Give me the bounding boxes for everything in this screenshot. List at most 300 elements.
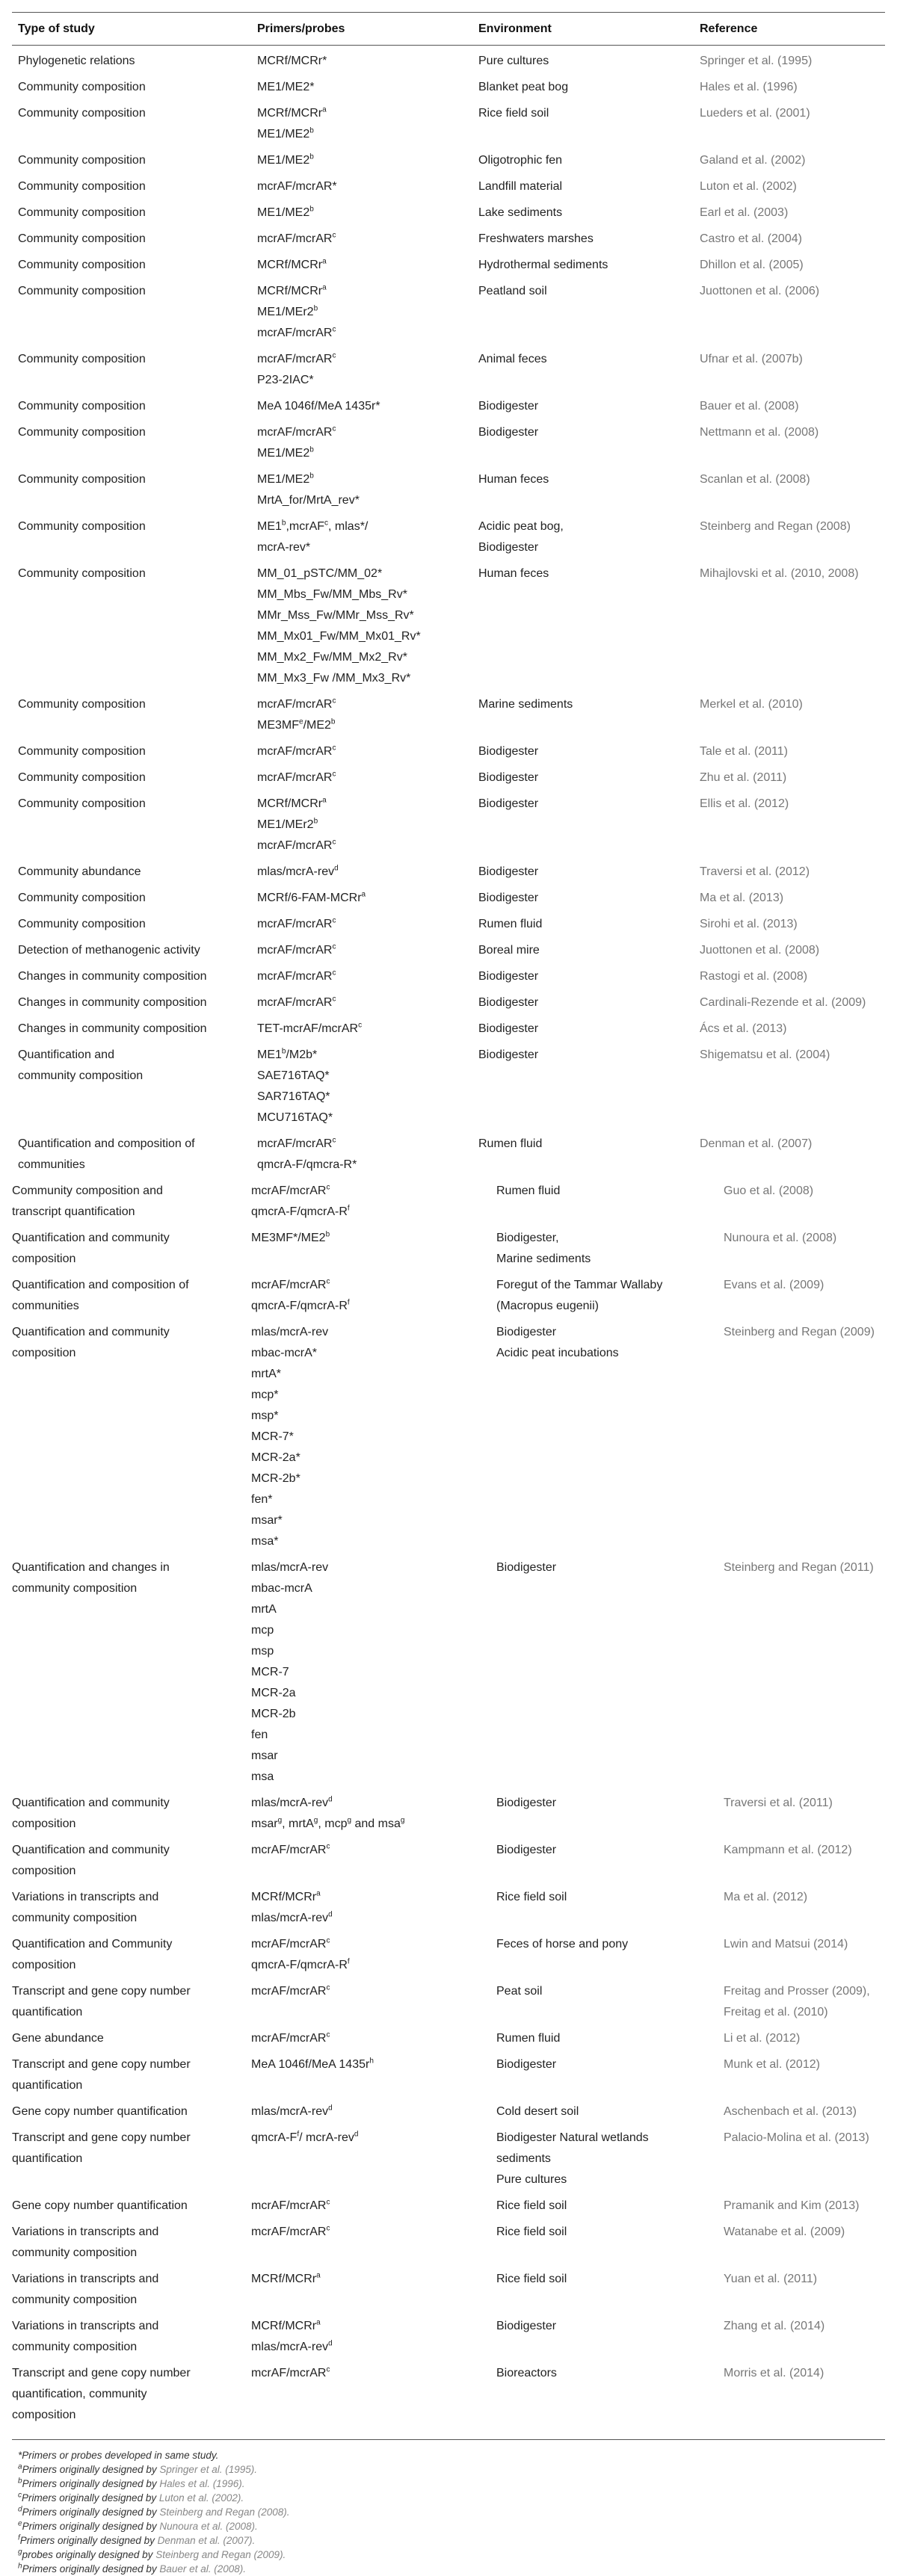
primer-line: MCRf/MCRr$^a$ (251, 2318, 321, 2332)
reference-cell: Traversi et al. (2012) (700, 865, 810, 878)
type-of-study-cell: Community composition (18, 206, 146, 219)
type-of-study-cell: Community composition (18, 107, 146, 120)
top-rule (12, 12, 885, 13)
header-reference: Reference (700, 22, 758, 35)
primer-line: mcrAF/mcrAR$^c$ (251, 2030, 330, 2045)
environment-cell: Biodigester (478, 892, 539, 904)
footnote-marker: b (281, 1047, 286, 1056)
primer-line: mcrAF/mcrAR$^c$ (257, 770, 336, 784)
footnote-marker: a (322, 796, 327, 805)
type-of-study-cell: community composition (18, 1069, 144, 1082)
reference-cell: Lueders et al. (2001) (700, 107, 810, 120)
primer-line: MCR-7 (251, 1666, 289, 1678)
footnote-marker: c (326, 2365, 330, 2374)
environment-cell: Rice field soil (496, 1891, 567, 1903)
primer-line: mlas/mcrA-rev$^d$ (251, 1910, 333, 1924)
reference-cell: Ma et al. (2012) (724, 1891, 808, 1903)
primer-line: MCR-7* (251, 1430, 294, 1443)
footnote-marker: d (328, 1795, 333, 1804)
footnote-marker: a (316, 1889, 321, 1898)
reference-cell: Pramanik and Kim (2013) (724, 2199, 860, 2212)
environment-cell: Biodigester (478, 797, 539, 810)
primer-line: mcrAF/mcrAR$^c$ (251, 2198, 330, 2212)
environment-cell: Biodigester Natural wetlands (496, 2131, 649, 2144)
primer-line: mcrAF/mcrAR$^c$ (251, 1936, 330, 1950)
footnote-marker: c (358, 1021, 363, 1030)
footnote-marker: c (326, 1936, 330, 1945)
environment-cell: Biodigester (496, 1561, 557, 1574)
footnote-citation: Steinberg and Regan (2008). (159, 2506, 290, 2518)
footnote-marker: c (324, 519, 329, 528)
type-of-study-cell: Community composition (18, 797, 146, 810)
primer-line: MCRf/MCRr$^a$ (257, 105, 327, 120)
environment-cell: Animal feces (478, 353, 547, 365)
primer-line: mcrA-rev* (257, 541, 311, 554)
type-of-study-cell: Community composition (18, 400, 146, 413)
reference-cell: Traversi et al. (2011) (724, 1797, 833, 1809)
footnote-marker: c (332, 995, 336, 1004)
primer-line: ME1/ME2$^b$ (257, 205, 314, 219)
environment-cell: Pure cultures (496, 2173, 567, 2186)
primer-line: MrtA_for/MrtA_rev* (257, 494, 360, 507)
type-of-study-cell: Transcript and gene copy number (12, 2131, 191, 2144)
type-of-study-cell: composition (12, 1253, 76, 1265)
environment-cell: Rice field soil (496, 2226, 567, 2238)
primer-line: MMr_Mss_Fw/MMr_Mss_Rv* (257, 609, 414, 622)
environment-cell: Feces of horse and pony (496, 1938, 629, 1950)
primer-line: mcrAF/mcrAR$^c$ (251, 2365, 330, 2379)
primer-line: mcrAF/mcrAR$^c$ (257, 916, 336, 930)
footnote-citation: Bauer et al. (2008). (159, 2563, 246, 2575)
environment-cell: Pure cultures (478, 55, 549, 67)
environment-cell: Biodigester (478, 426, 539, 439)
footnote-marker: a (18, 2462, 22, 2471)
reference-cell: Evans et al. (2009) (724, 1279, 824, 1291)
environment-cell: Biodigester (478, 771, 539, 784)
primer-line: ME1/ME2$^b$ (257, 445, 314, 460)
type-of-study-cell: composition (12, 1347, 76, 1359)
environment-cell: Biodigester (478, 970, 539, 983)
environment-cell: Biodigester (478, 1022, 539, 1035)
environment-cell: Biodigester (478, 541, 539, 554)
type-of-study-cell: quantification (12, 2079, 83, 2092)
footnote-marker: h (369, 2057, 374, 2066)
primer-line: mcrAF/mcrAR$^c$ (257, 696, 336, 711)
header-type-of-study: Type of study (18, 22, 95, 35)
environment-cell: Bioreactors (496, 2367, 557, 2379)
primer-line: msar$^g$, mrtA$^g$, mcp$^g$ and msa$^g$ (251, 1816, 405, 1830)
primer-line: mlas/mcrA-rev (251, 1326, 329, 1338)
primer-line: qmcrA-$F/qmcrA-R^f$ (251, 1204, 350, 1218)
environment-cell: Freshwaters marshes (478, 232, 594, 245)
primer-line: SAE716TAQ* (257, 1069, 330, 1082)
primer-line: mlas/mcrA-rev$^d$ (251, 2339, 333, 2353)
footnote: $^b$Primers originally designed by Hales et al. (1996). (18, 2477, 245, 2489)
footnote-marker: b (313, 304, 318, 313)
primer-line: msar* (251, 1514, 283, 1527)
footnote-marker: d (328, 2339, 333, 2348)
type-of-study-cell: quantification (12, 2006, 83, 2019)
primer-line: qmcrA-F/qmcra-R* (257, 1158, 357, 1171)
footnote-marker: b (309, 472, 314, 481)
footnote-marker: c (18, 2491, 22, 2500)
type-of-study-cell: Community composition (18, 180, 146, 193)
primer-line: mcrAF/mcrAR$^c$ (257, 744, 336, 758)
type-of-study-cell: Community composition (18, 918, 146, 930)
environment-cell: Biodigester (496, 2058, 557, 2071)
environment-cell: Boreal mire (478, 944, 540, 957)
footnote-marker: f (347, 1957, 350, 1966)
primer-line: mbac-mcrA* (251, 1347, 318, 1359)
reference-cell: Cardinali-Rezende et al. (2009) (700, 996, 866, 1009)
type-of-study-cell: Changes in community composition (18, 1022, 207, 1035)
environment-cell: Acidic peat incubations (496, 1347, 619, 1359)
footnote-marker: c (326, 2198, 330, 2207)
type-of-study-cell: Variations in transcripts and (12, 2226, 159, 2238)
type-of-study-cell: Community composition (18, 154, 146, 167)
reference-cell: Steinberg and Regan (2011) (724, 1561, 874, 1574)
environment-cell: Biodigester (478, 400, 539, 413)
type-of-study-cell: Gene copy number quantification (12, 2199, 188, 2212)
primer-line: mcp (251, 1624, 274, 1637)
primer-line: mcrAF/mcrAR$^c$ (251, 1183, 330, 1197)
reference-cell: Luton et al. (2002) (700, 180, 797, 193)
primer-line: ME1$^b$/M2b* (257, 1047, 318, 1061)
primer-line: ME1/MEr2$^b$ (257, 304, 318, 318)
primer-line: mcrAF/mcrAR$^c$ (251, 1277, 330, 1291)
footnote-marker: c (332, 424, 336, 433)
primer-line: ME1/ME2* (257, 81, 315, 93)
primer-line: P23-2IAC* (257, 374, 314, 386)
environment-cell: Rumen fluid (478, 1137, 543, 1150)
type-of-study-cell: Community abundance (18, 865, 141, 878)
type-of-study-cell: Gene copy number quantification (12, 2105, 188, 2118)
type-of-study-cell: Changes in community composition (18, 996, 207, 1009)
footnote-marker: c (332, 942, 336, 951)
footnote-marker: g (18, 2548, 22, 2557)
reference-cell: Hales et al. (1996) (700, 81, 798, 93)
type-of-study-cell: Quantification and community (12, 1326, 170, 1338)
type-of-study-cell: transcript quantification (12, 1205, 135, 1218)
footnote-marker: b (281, 519, 286, 528)
footnote-marker: h (18, 2562, 22, 2571)
footnote-marker: c (332, 696, 336, 705)
footnote-marker: c (332, 916, 336, 925)
primer-line: mcrAF/mcrAR$^c$ (257, 995, 336, 1009)
type-of-study-cell: Quantification and composition of (12, 1279, 189, 1291)
type-of-study-cell: Transcript and gene copy number (12, 2367, 191, 2379)
primer-line: mcrAF/mcrAR$^c$ (251, 2224, 330, 2238)
footnote-marker: g (400, 1816, 405, 1825)
primer-line: MCRf/MCRr* (257, 55, 327, 67)
environment-cell: Hydrothermal sediments (478, 259, 608, 271)
environment-cell: Biodigester (496, 1844, 557, 1856)
primer-line: MCRf/MCRr$^a$ (257, 283, 327, 297)
type-of-study-cell: Quantification and (18, 1048, 114, 1061)
primer-line: msar (251, 1749, 278, 1762)
environment-cell: Foregut of the Tammar Wallaby (496, 1279, 663, 1291)
reference-cell: Steinberg and Regan (2008) (700, 520, 851, 533)
footnote-marker: d (328, 1910, 333, 1919)
reference-cell: Lwin and Matsui (2014) (724, 1938, 848, 1950)
environment-cell: Acidic peat bog, (478, 520, 564, 533)
primer-line: MeA 1046f/MeA 1435r* (257, 400, 380, 413)
primer-line: $ME3MF^e/ME2^b$ (257, 717, 336, 732)
footnote-marker: c (326, 2030, 330, 2039)
type-of-study-cell: composition (12, 2409, 76, 2421)
type-of-study-cell: community composition (12, 1912, 138, 1924)
footnote-marker: c (326, 2224, 330, 2233)
footnote-citation: Hales et al. (1996). (159, 2478, 245, 2489)
reference-cell: Ufnar et al. (2007b) (700, 353, 803, 365)
environment-cell: Biodigester, (496, 1232, 559, 1244)
primer-line: MCRf/MCRr$^a$ (251, 1889, 321, 1903)
reference-cell: Watanabe et al. (2009) (724, 2226, 845, 2238)
reference-cell: Li et al. (2012) (724, 2032, 801, 2045)
footnote-marker: d (328, 2104, 333, 2113)
primer-line: fen (251, 1729, 268, 1741)
environment-cell: Rice field soil (478, 107, 549, 120)
footnote-marker: a (316, 2318, 321, 2327)
footnote-marker: c (326, 1983, 330, 1992)
reference-cell: Yuan et al. (2011) (724, 2273, 818, 2285)
environment-cell: Biodigester (496, 2320, 557, 2332)
primer-line: MM_Mx3_Fw /MM_Mx3_Rv* (257, 672, 411, 685)
reference-cell: Guo et al. (2008) (724, 1184, 814, 1197)
footnote-marker: d (18, 2505, 22, 2514)
environment-cell: Rice field soil (496, 2273, 567, 2285)
type-of-study-cell: Variations in transcripts and (12, 1891, 159, 1903)
primer-line: mlas/mcrA-rev$^d$ (251, 2104, 333, 2118)
header-rule (12, 45, 885, 46)
footnote-marker: a (316, 2271, 321, 2280)
type-of-study-cell: community composition (12, 1582, 138, 1595)
primer-line: mcrAF/mcrAR$^c$ (257, 969, 336, 983)
reference-cell: Kampmann et al. (2012) (724, 1844, 852, 1856)
primer-line: MCRf/6-FAM-MCRr$^a$ (257, 890, 366, 904)
primer-line: mcrAF/mcrAR$^c$ (257, 351, 336, 365)
primer-line: ME1/ME2$^b$ (257, 152, 314, 167)
reference-cell: Scanlan et al. (2008) (700, 473, 810, 486)
footnote-marker: b (309, 445, 314, 454)
footnote-marker: c (332, 838, 336, 847)
reference-cell: Palacio-Molina et al. (2013) (724, 2131, 869, 2144)
footnote-marker: e (18, 2519, 22, 2528)
reference-cell: Morris et al. (2014) (724, 2367, 824, 2379)
type-of-study-cell: Quantification and community (12, 1844, 170, 1856)
primer-line: MCRf/MCRr$^a$ (257, 796, 327, 810)
footnote: $^d$Primers originally designed by Steinberg and Regan (2008). (18, 2505, 290, 2518)
environment-cell: Peat soil (496, 1985, 543, 1998)
reference-cell: Earl et al. (2003) (700, 206, 789, 219)
type-of-study-cell: community composition (12, 2341, 138, 2353)
footnote-marker: b (330, 717, 336, 726)
environment-cell: Biodigester (478, 745, 539, 758)
primer-line: mbac-mcrA (251, 1582, 312, 1595)
reference-cell: Dhillon et al. (2005) (700, 259, 804, 271)
primer-line: TET-mcrAF/mcrAR$^c$ (257, 1021, 363, 1035)
environment-cell: Oligotrophic fen (478, 154, 563, 167)
primer-line: mrtA (251, 1603, 277, 1616)
reference-cell: Merkel et al. (2010) (700, 698, 803, 711)
type-of-study-cell: Gene abundance (12, 2032, 104, 2045)
primer-line: mlas/mcrA-rev$^d$ (251, 1795, 333, 1809)
primer-line: mcrAF/mcrAR* (257, 180, 337, 193)
environment-cell: Lake sediments (478, 206, 563, 219)
environment-cell: Rumen fluid (496, 2032, 561, 2045)
reference-cell: Nunoura et al. (2008) (724, 1232, 837, 1244)
primer-line: fen* (251, 1493, 273, 1506)
environment-cell: Rumen fluid (478, 918, 543, 930)
type-of-study-cell: Community composition (18, 520, 146, 533)
primer-line: MM_Mx01_Fw/MM_Mx01_Rv* (257, 630, 421, 643)
header-environment: Environment (478, 22, 552, 35)
type-of-study-cell: Variations in transcripts and (12, 2273, 159, 2285)
environment-cell: Blanket peat bog (478, 81, 569, 93)
primer-line: MCRf/MCRr$^a$ (257, 257, 327, 271)
footnote-citation: Steinberg and Regan (2009). (155, 2549, 286, 2560)
primer-line: mcrAF/mcrAR$^c$ (257, 231, 336, 245)
footnote-citation: Denman et al. (2007). (157, 2535, 256, 2546)
environment-cell: Biodigester (478, 865, 539, 878)
primer-line: mcrAF/mcrAR$^c$ (257, 325, 336, 339)
primer-line: qmcrA-$F^f/$ mcrA-rev$^d$ (251, 2130, 359, 2144)
footnote-marker: b (309, 126, 314, 135)
primer-line: MCRf/MCRr$^a$ (251, 2271, 321, 2285)
footnote: $^h$Primers originally designed by Bauer et al. (2008). (18, 2562, 246, 2575)
footnote-marker: f (18, 2533, 20, 2542)
type-of-study-cell: Community composition (18, 698, 146, 711)
type-of-study-cell: Community composition (18, 567, 146, 580)
type-of-study-cell: Changes in community composition (18, 970, 207, 983)
reference-cell: Castro et al. (2004) (700, 232, 802, 245)
footnote-marker: c (332, 231, 336, 240)
footnote-marker: c (332, 351, 336, 360)
environment-cell: Landfill material (478, 180, 563, 193)
type-of-study-cell: Community composition (18, 426, 146, 439)
primer-line: MCR-2a (251, 1687, 296, 1699)
type-of-study-cell: composition (12, 1865, 76, 1877)
type-of-study-cell: Quantification and community (12, 1797, 170, 1809)
footnote-marker: f (347, 1204, 350, 1213)
footnote-marker: c (326, 1842, 330, 1851)
primer-line: ME1/ME2$^b$ (257, 472, 314, 486)
footnote-marker: c (332, 770, 336, 779)
footnote-marker: c (332, 1136, 336, 1145)
environment-cell: Biodigester (478, 1048, 539, 1061)
reference-cell: Nettmann et al. (2008) (700, 426, 819, 439)
primer-line: MeA 1046f/MeA $1435r^h$ (251, 2057, 374, 2071)
reference-cell: Zhang et al. (2014) (724, 2320, 825, 2332)
type-of-study-cell: Variations in transcripts and (12, 2320, 159, 2332)
primer-line: MCU716TAQ* (257, 1111, 333, 1124)
footnote: $^f$Primers originally designed by Denman et al. (2007). (18, 2533, 256, 2546)
primer-line: mcp* (251, 1389, 279, 1401)
reference-cell: Shigematsu et al. (2004) (700, 1048, 830, 1061)
reference-cell: Freitag et al. (2010) (724, 2006, 828, 2019)
reference-cell: Mihajlovski et al. (2010, 2008) (700, 567, 859, 580)
reference-cell: Aschenbach et al. (2013) (724, 2105, 857, 2118)
type-of-study-cell: Community composition (18, 232, 146, 245)
footnote-marker: f (347, 1298, 350, 1307)
type-of-study-cell: Quantification and composition of (18, 1137, 195, 1150)
footnote-marker: e (299, 717, 303, 726)
reference-cell: Ellis et al. (2012) (700, 797, 789, 810)
footnote-marker: a (322, 105, 327, 114)
environment-cell: Peatland soil (478, 285, 547, 297)
type-of-study-cell: Quantification and changes in (12, 1561, 170, 1574)
footnote-marker: b (309, 152, 314, 161)
type-of-study-cell: Community composition (18, 81, 146, 93)
reference-cell: Juottonen et al. (2008) (700, 944, 820, 957)
primer-line: MM_01_pSTC/MM_02* (257, 567, 383, 580)
footnote-marker: g (313, 1816, 318, 1825)
reference-cell: Galand et al. (2002) (700, 154, 806, 167)
footnote: $^a$Primers originally designed by Springer et al. (1995). (18, 2462, 257, 2475)
footnote-marker: c (332, 744, 336, 753)
reference-cell: Denman et al. (2007) (700, 1137, 813, 1150)
primer-line: qmcrA-$F/qmcrA-R^f$ (251, 1298, 350, 1312)
type-of-study-cell: Community composition (18, 745, 146, 758)
footnote-marker: d (354, 2130, 359, 2139)
type-of-study-cell: Community composition (18, 353, 146, 365)
reference-cell: Bauer et al. (2008) (700, 400, 799, 413)
reference-cell: Munk et al. (2012) (724, 2058, 820, 2071)
primer-line: mcrAF/mcrAR$^c$ (257, 838, 336, 852)
type-of-study-cell: communities (18, 1158, 85, 1171)
reference-cell: Rastogi et al. (2008) (700, 970, 808, 983)
footnote-marker: a (322, 257, 327, 266)
primer-line: mcrAF/mcrAR$^c$ (257, 424, 336, 439)
type-of-study-cell: Community composition (18, 285, 146, 297)
environment-cell: Cold desert soil (496, 2105, 579, 2118)
type-of-study-cell: communities (12, 1300, 79, 1312)
primer-line: MCR-2b* (251, 1472, 300, 1485)
environment-cell: Rice field soil (496, 2199, 567, 2212)
environment-cell: sediments (496, 2152, 551, 2165)
reference-cell: Springer et al. (1995) (700, 55, 813, 67)
environment-cell: (Macropus eugenii) (496, 1300, 599, 1312)
footnote-marker: g (347, 1816, 352, 1825)
type-of-study-cell: community composition (12, 2294, 138, 2306)
footnote-marker: d (334, 864, 339, 873)
type-of-study-cell: composition (12, 1959, 76, 1971)
footnote-marker: b (313, 817, 318, 826)
type-of-study-cell: Community composition and (12, 1184, 163, 1197)
primer-line: mcrAF/mcrAR$^c$ (257, 942, 336, 957)
footnote-marker: c (332, 325, 336, 334)
type-of-study-cell: Community composition (18, 473, 146, 486)
primer-line: ME3MF*/ME2$^b$ (251, 1230, 330, 1244)
primer-line: ME1/ME2$^b$ (257, 126, 314, 140)
footnote-marker: b (309, 205, 314, 214)
footnote-marker: a (322, 283, 327, 292)
footnote-marker: f (297, 2130, 300, 2139)
primer-line: ME1/MEr2$^b$ (257, 817, 318, 831)
environment-cell: Biodigester (496, 1797, 557, 1809)
type-of-study-cell: Quantification and community (12, 1232, 170, 1244)
footnote-marker: c (332, 969, 336, 977)
footnote-marker: a (361, 890, 366, 899)
footnote-marker: b (325, 1230, 330, 1239)
bottom-rule (12, 2439, 885, 2440)
footnote-marker: g (277, 1816, 283, 1825)
environment-cell: Biodigester (496, 1326, 557, 1338)
primer-line: MCR-2a* (251, 1451, 300, 1464)
primer-line: msp* (251, 1409, 279, 1422)
type-of-study-cell: quantification (12, 2152, 83, 2165)
footnote: $^g$probes originally designed by Steinberg and Regan (2009). (18, 2548, 286, 2560)
